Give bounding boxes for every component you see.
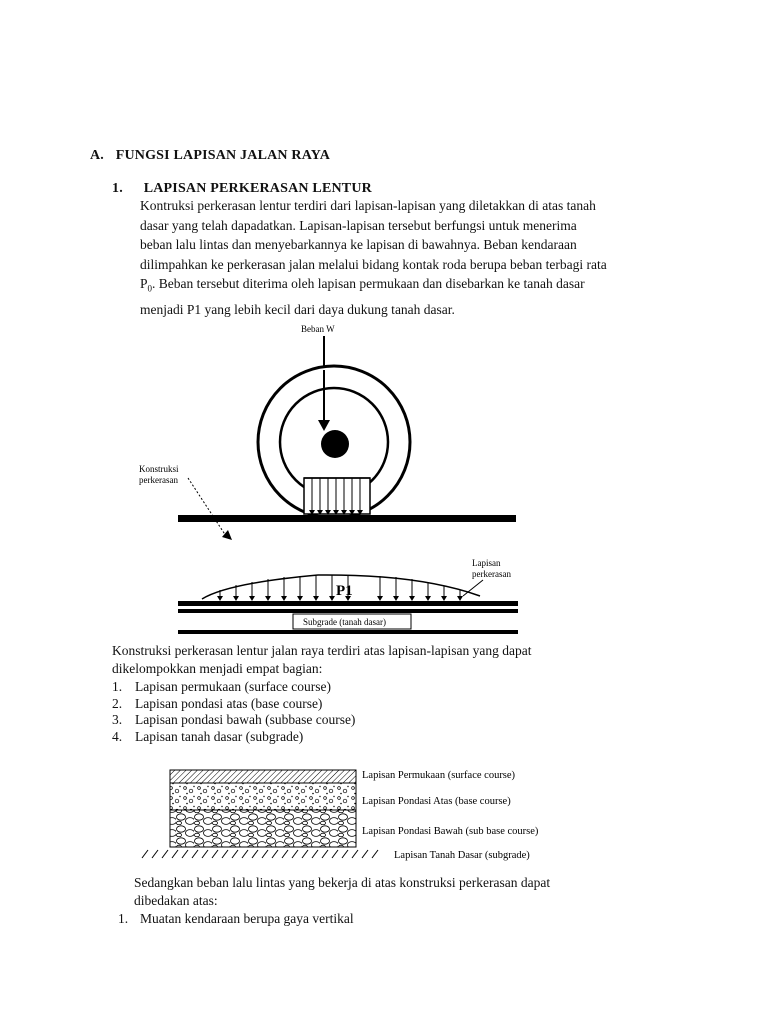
list-item: 2. Lapisan pondasi atas (base course) <box>112 695 323 711</box>
construction-arrow <box>188 478 226 536</box>
subgrade-ground <box>142 850 378 858</box>
surface-label: Lapisan Permukaan (surface course) <box>362 770 516 781</box>
section-number: A. <box>90 148 105 163</box>
layers-list <box>112 679 355 745</box>
paragraph-flexible-pavement <box>140 196 700 319</box>
paragraph-line: $P_0$. Beban tersebut diterima oleh lapisan permukaan dan disebarkan ke tanah dasar <box>140 276 585 295</box>
construction-label-line2: perkerasan <box>139 475 178 485</box>
construction-label-line1: Konstruksi <box>139 464 179 474</box>
paragraph-line: Kontruksi perkerasan lentur terdiri dari lapisan-lapisan yang diletakkan di atas tanah <box>140 198 596 213</box>
subbase-label: Lapisan Pondasi Bawah (sub base course) <box>362 826 539 837</box>
load-label: Beban W <box>301 324 335 334</box>
base-layer <box>170 783 356 810</box>
list-item: 1. Muatan kendaraan berupa gaya vertikal <box>118 911 354 926</box>
paragraph-line: beban lalu lintas dan menyebarkannya ke lapisan di bawahnya. Beban kendaraan <box>140 237 577 253</box>
paragraph-line: dasar yang telah dapadatkan. Lapisan-lapisan tersebut berfungsi untuk menerima <box>140 217 577 233</box>
base-label: Lapisan Pondasi Atas (base course) <box>362 796 511 807</box>
list-item: 3. Lapisan pondasi bawah (subbase course) <box>112 712 356 727</box>
paragraph-line: Sedangkan beban lalu lintas yang bekerja di atas konstruksi perkerasan dapat <box>134 875 551 890</box>
subsection-title: LAPISAN PERKERASAN LENTUR <box>143 181 372 196</box>
subsection-number: 1. <box>112 181 123 196</box>
paragraph-line: Konstruksi perkerasan lentur jalan raya terdiri atas lapisan-lapisan yang dapat <box>112 643 532 658</box>
layer-cross-section-figure <box>140 765 580 865</box>
pavement-label-line1: Lapisan <box>472 558 501 568</box>
pavement-label-line2: perkerasan <box>472 569 511 579</box>
paragraph-line: dibedakan atas: <box>134 892 218 908</box>
paragraph-layers-intro <box>112 642 712 677</box>
section-title: FUNGSI LAPISAN JALAN RAYA <box>115 148 331 163</box>
list-item: 4. Lapisan tanah dasar (subgrade) <box>112 728 304 744</box>
paragraph-traffic-loads <box>134 874 734 909</box>
contact-pressure <box>304 478 370 515</box>
paragraph-line: dilimpahkan ke perkerasan jalan melalui bidang kontak roda berupa beban terbagi rata <box>140 256 607 272</box>
subsection-heading <box>112 181 372 197</box>
road-surface <box>178 515 516 522</box>
wheel-hub <box>321 430 349 458</box>
paragraph-line: dikelompokkan menjadi empat bagian: <box>112 660 323 676</box>
section-heading <box>90 148 330 164</box>
subgrade-layer-label: Lapisan Tanah Dasar (subgrade) <box>394 850 530 861</box>
paragraph-line: menjadi P1 yang lebih kecil dari daya dukung tanah dasar. <box>140 301 455 317</box>
list-item: 1. Lapisan permukaan (surface course) <box>112 679 332 694</box>
p1-label: P1 <box>336 583 353 599</box>
wheel-load-figure <box>118 318 538 636</box>
subbase-layer <box>170 810 356 847</box>
loads-list <box>118 911 354 927</box>
subgrade-label: Subgrade (tanah dasar) <box>303 617 386 627</box>
surface-layer <box>170 770 356 783</box>
